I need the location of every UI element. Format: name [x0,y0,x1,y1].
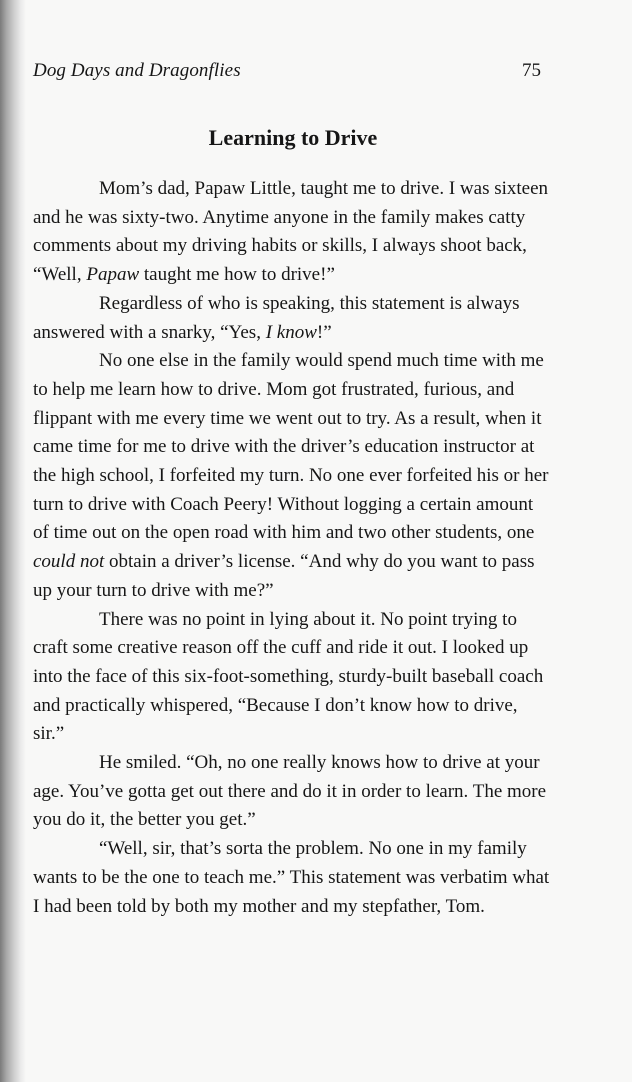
paragraph-4: There was no point in lying about it. No point trying to craft some creative reason off the cuff and ride it out. I looked up into the face of this six-foot-something, sturdy-built baseball coach and practically whispered, “Because I don’t know how to drive, sir.” [33,608,544,745]
paragraph-5: He smiled. “Oh, no one really knows how to drive at your age. You’ve gotta get out there and do it in order to learn. The more you do it, the better you get.” [33,752,547,831]
paragraph-2: Regardless of who is speaking, this statement is always answered with a snarky, “Yes, I know!” [33,292,520,343]
paragraph-1: Mom’s dad, Papaw Little, taught me to drive. I was sixteen and he was sixty-two. Anytime anyone in the family makes catty comments about my driving habits or skills, I always shoot back, “Well, Papaw taught me how to drive!” [33,178,549,286]
page-number: 75 [522,60,541,81]
running-head-title: Dog Days and Dragonflies [33,60,241,81]
paragraph-3: No one else in the family would spend much time with me to help me learn how to drive. Mom got frustrated, furious, and flippant with me every time we went out to try. As a result, when it came time for me to drive with the driver’s education instructor at the high school, I forfeited my turn. No one ever forfeited his or her turn to drive with Coach Peery! Without logging a certain amount of time out on the open road with him and two other students, one could not obtain a driver’s license. “And why do you want to pass up your turn to drive with me?” [33,350,549,601]
chapter-title: Learning to Drive [208,125,378,150]
body-text [33,175,553,921]
paragraph-6: “Well, sir, that’s sorta the problem. No one in my family wants to be the one to teach me.” This statement was verbatim what I had been told by both my mother and my stepfather, Tom. [33,838,550,917]
binding-shadow [0,0,26,1082]
